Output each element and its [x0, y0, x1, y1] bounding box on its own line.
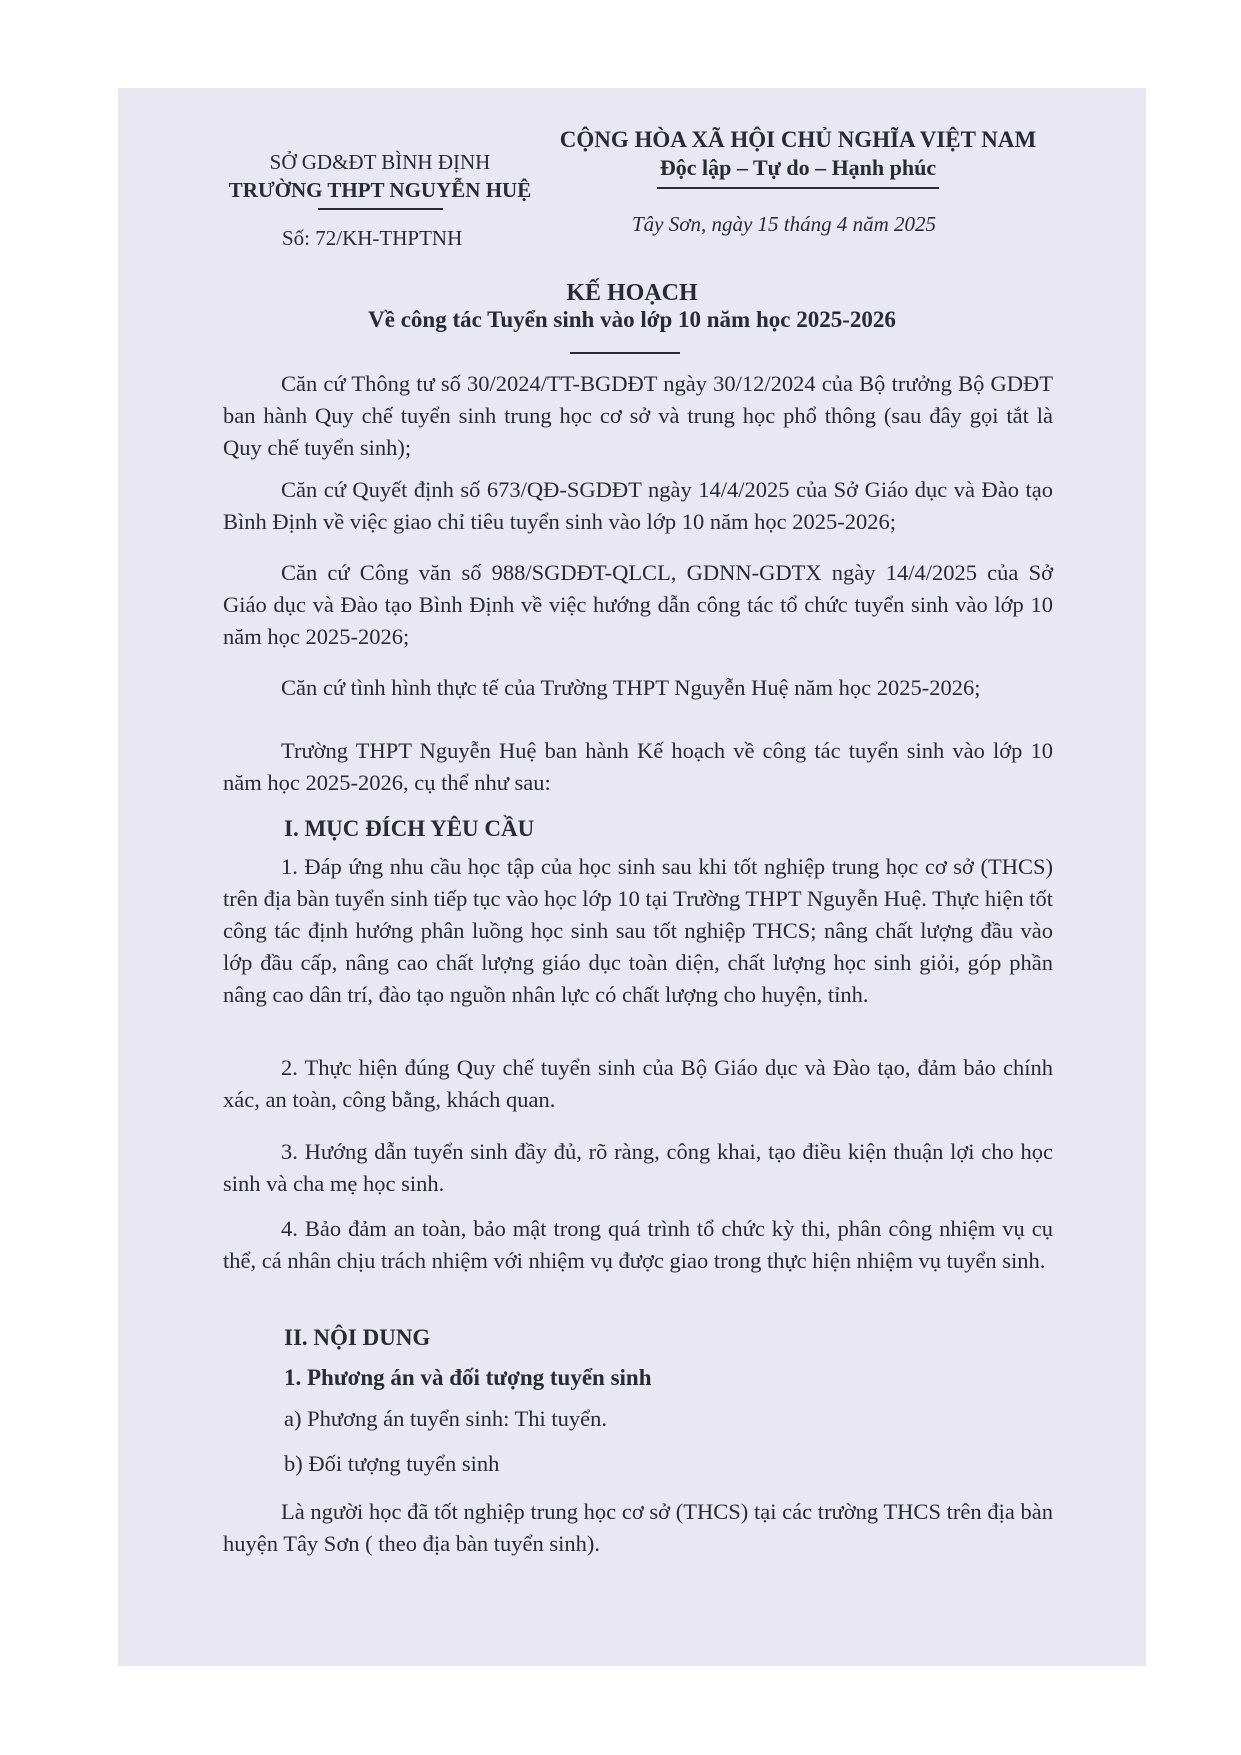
doc-title: KẾ HOẠCH: [566, 280, 698, 306]
section-item: 3. Hướng dẫn tuyển sinh đầy đủ, rõ ràng, công khai, tạo điều kiện thuận lợi cho học sinh và cha mẹ học sinh.: [223, 1139, 1053, 1196]
subsection-heading: 1. Phương án và đối tượng tuyển sinh: [284, 1365, 652, 1390]
subsection-item: b) Đối tượng tuyển sinh: [284, 1451, 500, 1476]
preamble-paragraph: Căn cứ Công văn số 988/SGDĐT-QLCL, GDNN-GDTX ngày 14/4/2025 của Sở Giáo dục và Đào tạo Bình Định về việc hướng dẫn công tác tổ chức tuyển sinh vào lớp 10 năm học 2025-2026;: [223, 560, 1053, 649]
national-block: [548, 126, 1048, 182]
preamble-paragraph: Căn cứ Quyết định số 673/QĐ-SGDĐT ngày 14/4/2025 của Sở Giáo dục và Đào tạo Bình Định về việc giao chỉ tiêu tuyển sinh vào lớp 10 năm học 2025-2026;: [223, 477, 1053, 534]
org-underline: [318, 208, 443, 210]
preamble-paragraph: Trường THPT Nguyễn Huệ ban hành Kế hoạch về công tác tuyển sinh vào lớp 10 năm học 2025-2026, cụ thể như sau:: [223, 738, 1053, 795]
section-heading: I. MỤC ĐÍCH YÊU CẦU: [284, 816, 535, 841]
preamble-paragraph: Căn cứ Thông tư số 30/2024/TT-BGDĐT ngày 30/12/2024 của Bộ trưởng Bộ GDĐT ban hành Quy chế tuyển sinh trung học cơ sở và trung học phổ thông (sau đây gọi tắt là Quy chế tuyển sinh);: [223, 371, 1053, 460]
preamble-paragraph: Căn cứ tình hình thực tế của Trường THPT Nguyễn Huệ năm học 2025-2026;: [281, 675, 981, 700]
place-date: Tây Sơn, ngày 15 tháng 4 năm 2025: [632, 212, 937, 236]
section-item: 4. Bảo đảm an toàn, bảo mật trong quá trình tổ chức kỳ thi, phân công nhiệm vụ cụ thể, cá nhân chịu trách nhiệm với nhiệm vụ được giao trong thực hiện nhiệm vụ tuyển sinh.: [223, 1216, 1053, 1273]
subsection-body: Là người học đã tốt nghiệp trung học cơ sở (THCS) tại các trường THCS trên địa bàn huyện Tây Sơn ( theo địa bàn tuyển sinh).: [223, 1499, 1053, 1556]
motto-underline: [657, 187, 939, 189]
doc-number: Số: 72/KH-THPTNH: [282, 226, 463, 250]
org-parent: SỞ GD&ĐT BÌNH ĐỊNH: [269, 150, 491, 174]
section-heading: II. NỘI DUNG: [284, 1325, 431, 1350]
subsection-item: a) Phương án tuyển sinh: Thi tuyển.: [284, 1406, 608, 1431]
country-name: CỘNG HÒA XÃ HỘI CHỦ NGHĨA VIỆT NAM: [559, 127, 1037, 152]
doc-subtitle: Về công tác Tuyển sinh vào lớp 10 năm học 2025-2026: [368, 307, 896, 332]
org-name: TRƯỜNG THPT NGUYỄN HUỆ: [228, 178, 532, 202]
section-item: 2. Thực hiện đúng Quy chế tuyển sinh của Bộ Giáo dục và Đào tạo, đảm bảo chính xác, an toàn, công bằng, khách quan.: [223, 1055, 1053, 1112]
section-item: 1. Đáp ứng nhu cầu học tập của học sinh sau khi tốt nghiệp trung học cơ sở (THCS) trên địa bàn tuyển sinh tiếp tục vào học lớp 10 tại Trường THPT Nguyễn Huệ. Thực hiện tốt công tác định hướng phân luồng học sinh sau tốt nghiệp THCS; nâng chất lượng đầu vào lớp đầu cấp, nâng cao chất lượng giáo dục toàn diện, chất lượng học sinh giỏi, góp phần nâng cao dân trí, đào tạo nguồn nhân lực có chất lượng cho huyện, tỉnh.: [223, 854, 1053, 1007]
title-underline: [570, 352, 680, 354]
org-block: [215, 148, 545, 204]
national-motto: Độc lập – Tự do – Hạnh phúc: [659, 155, 937, 180]
